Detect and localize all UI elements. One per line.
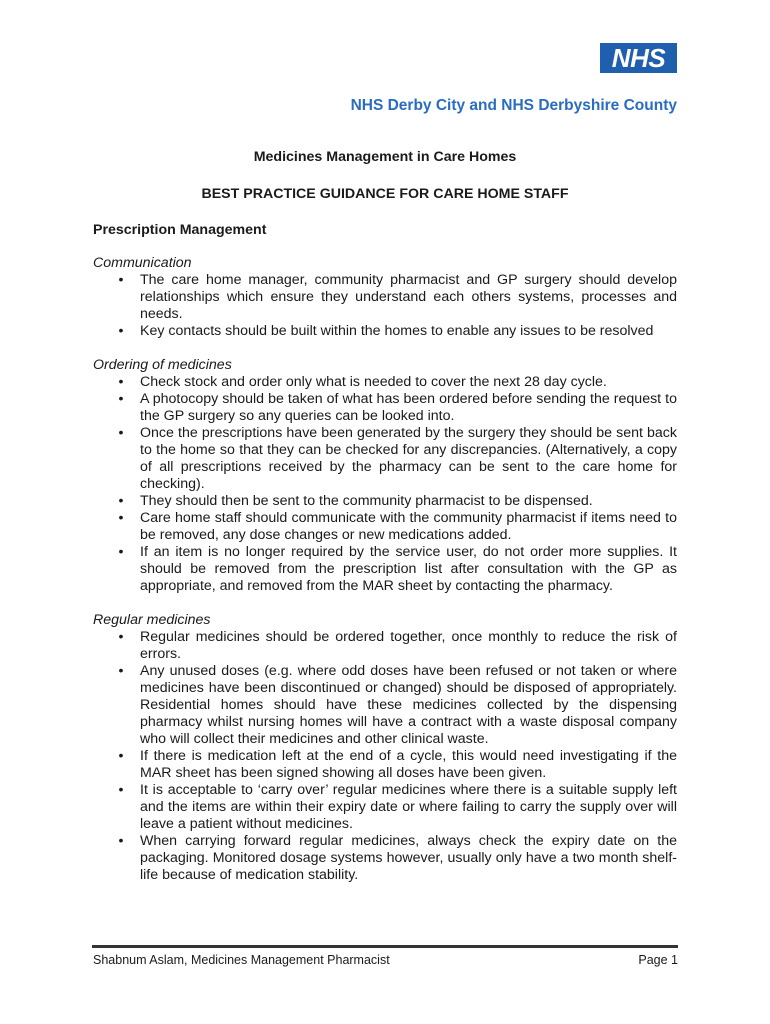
bullet-icon: • <box>118 544 124 560</box>
list-item <box>93 544 677 595</box>
bullet-icon: • <box>118 323 124 339</box>
list-item <box>93 629 677 663</box>
list-item-text: If there is medication left at the end of a cycle, this would need investigating if the MAR sheet has been signed showing all doses have been given. <box>140 748 677 781</box>
organisation-name: NHS Derby City and NHS Derbyshire County <box>350 97 677 114</box>
bullet-icon: • <box>118 391 124 407</box>
bullet-list-ordering <box>93 374 677 595</box>
list-item-text: When carrying forward regular medicines, always check the expiry date on the packaging. Monitored dosage systems however, usually only have a two month shelf-life because of medication stability. <box>140 833 677 883</box>
list-item <box>93 833 677 884</box>
list-item-text: If an item is no longer required by the service user, do not order more supplies. It should be removed from the prescription list after consultation with the GP as appropriate, and removed from the MAR sheet by contacting the pharmacy. <box>140 544 677 594</box>
list-item-text: Regular medicines should be ordered together, once monthly to reduce the risk of errors. <box>140 629 677 662</box>
list-item-text: A photocopy should be taken of what has been ordered before sending the request to the GP surgery so any queries can be looked into. <box>140 391 677 424</box>
list-item-text: Care home staff should communicate with the community pharmacist if items need to be removed, any dose changes or new medications added. <box>140 510 677 543</box>
document-title: Medicines Management in Care Homes <box>253 149 517 165</box>
list-item <box>93 391 677 425</box>
list-item <box>93 374 677 391</box>
bullet-icon: • <box>118 629 124 645</box>
bullet-icon: • <box>118 493 124 509</box>
list-item-text: Key contacts should be built within the homes to enable any issues to be resolved <box>140 323 654 339</box>
list-item <box>93 425 677 493</box>
document-body <box>93 149 677 884</box>
bullet-icon: • <box>118 663 124 679</box>
nhs-logo: NHS <box>600 43 677 73</box>
list-item <box>93 510 677 544</box>
bullet-icon: • <box>118 833 124 849</box>
bullet-list-regular <box>93 629 677 884</box>
list-item <box>93 272 677 323</box>
sub-heading-communication: Communication <box>93 255 192 271</box>
list-item <box>93 748 677 782</box>
bullet-icon: • <box>118 425 124 441</box>
sub-heading-ordering: Ordering of medicines <box>93 357 232 373</box>
list-item <box>93 493 677 510</box>
list-item <box>93 323 677 340</box>
footer-page-number: Page 1 <box>638 953 678 967</box>
bullet-icon: • <box>118 748 124 764</box>
bullet-list-communication <box>93 272 677 340</box>
footer-author: Shabnum Aslam, Medicines Management Pharmacist <box>93 953 390 967</box>
bullet-icon: • <box>118 782 124 798</box>
list-item-text: They should then be sent to the community pharmacist to be dispensed. <box>140 493 593 509</box>
list-item-text: It is acceptable to ‘carry over’ regular medicines where there is a suitable supply left and the items are within their expiry date or where failing to carry the supply over will leave a patient without medicines. <box>140 782 677 832</box>
bullet-icon: • <box>118 510 124 526</box>
bullet-icon: • <box>118 272 124 288</box>
list-item <box>93 782 677 833</box>
list-item <box>93 663 677 748</box>
document-subtitle: BEST PRACTICE GUIDANCE FOR CARE HOME STAFF <box>201 186 569 202</box>
section-heading: Prescription Management <box>93 222 267 238</box>
list-item-text: Once the prescriptions have been generated by the surgery they should be sent back to the home so that they can be checked for any discrepancies. (Alternatively, a copy of all prescriptions received by the pharmacy can be sent to the care home for checking). <box>140 425 677 492</box>
list-item-text: The care home manager, community pharmacist and GP surgery should develop relationships which ensure they understand each others systems, processes and needs. <box>140 272 677 322</box>
list-item-text: Check stock and order only what is needed to cover the next 28 day cycle. <box>140 374 607 390</box>
bullet-icon: • <box>118 374 124 390</box>
list-item-text: Any unused doses (e.g. where odd doses have been refused or not taken or where medicines have been discontinued or changed) should be disposed of appropriately. Residential homes should have these medicines collected by the dispensing pharmacy whilst nursing homes will have a contract with a waste disposal company who will collect their medicines and other clinical waste. <box>140 663 677 747</box>
footer-divider <box>92 945 678 948</box>
sub-heading-regular: Regular medicines <box>93 612 211 628</box>
